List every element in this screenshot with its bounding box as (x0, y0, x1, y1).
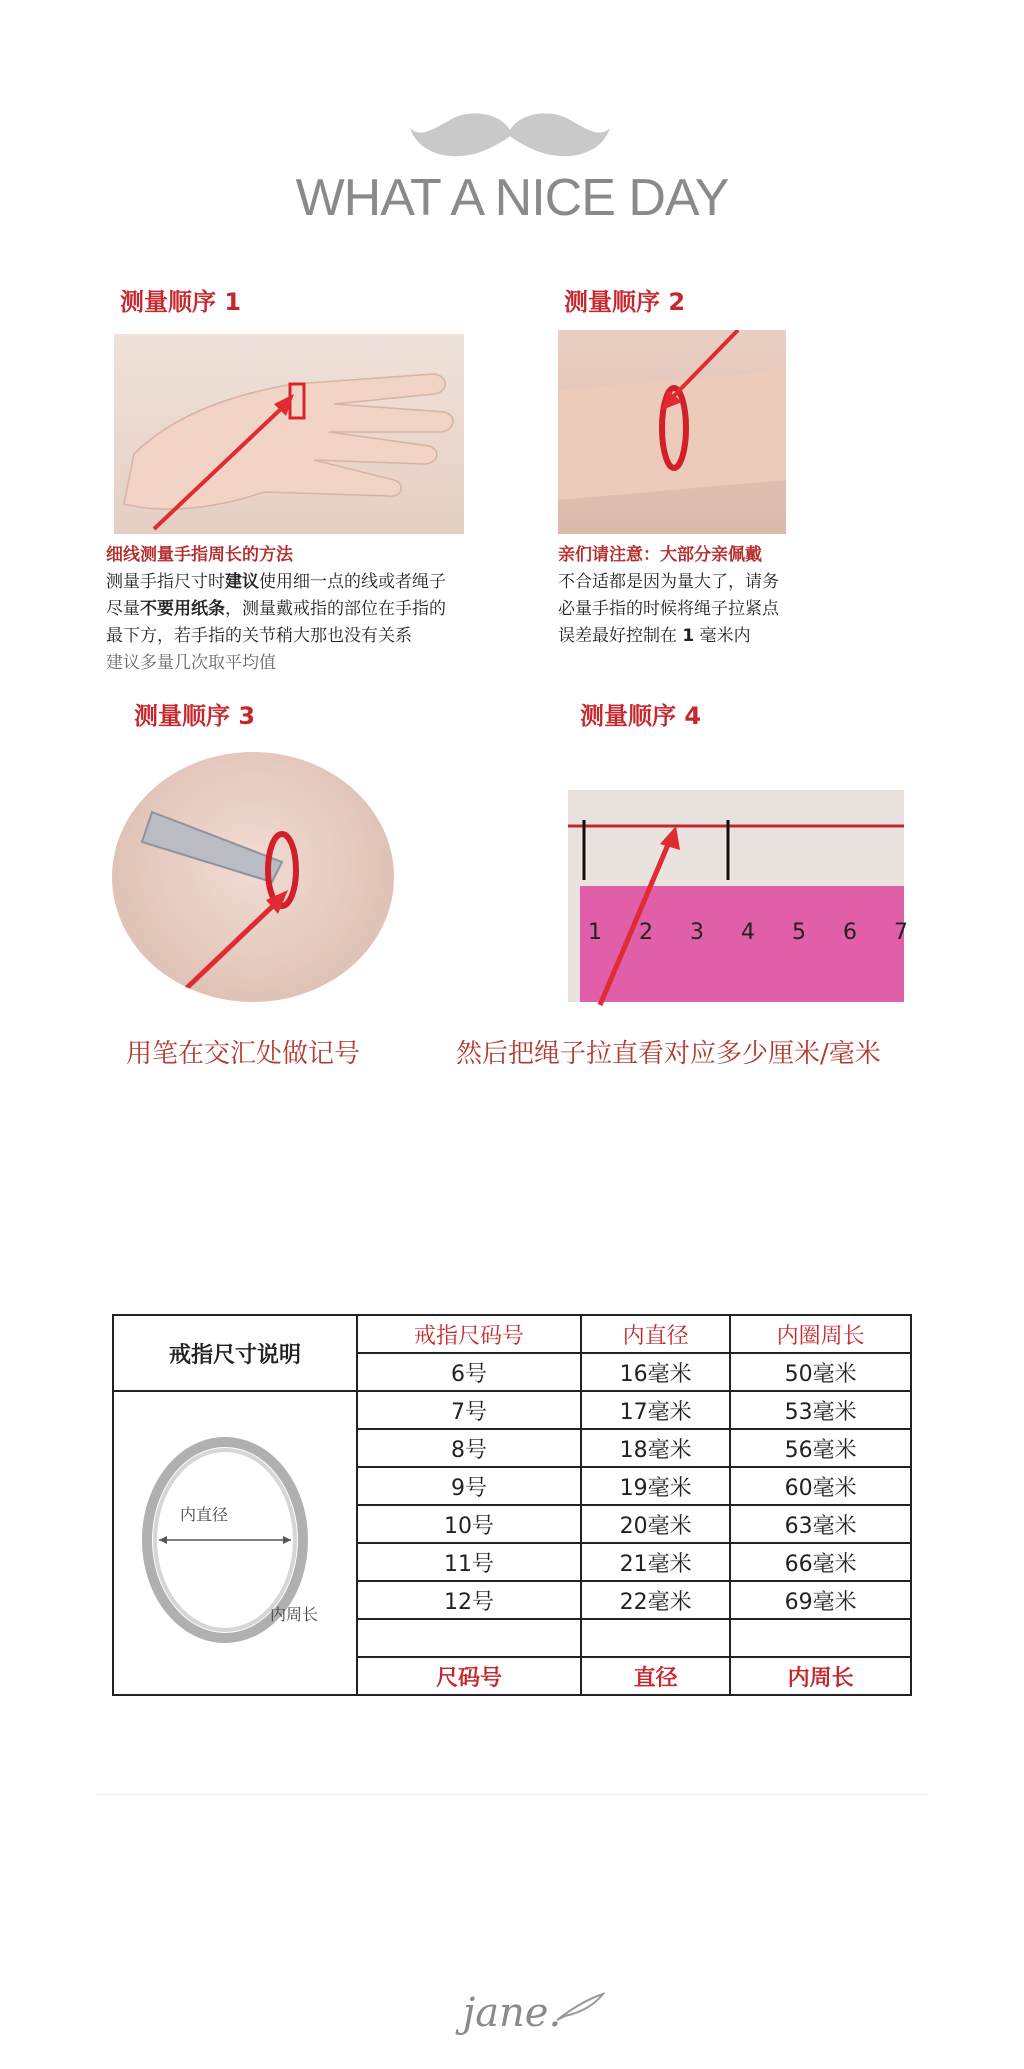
ring-size-table (112, 1314, 912, 1696)
step-1-title: 测量顺序 1 (120, 288, 242, 316)
cell-diameter: 21毫米 (581, 1543, 730, 1581)
footer-diameter: 直径 (581, 1657, 730, 1695)
note-1-line-2a: 尽量 (106, 599, 140, 619)
cell-circumference: 60毫米 (730, 1467, 911, 1505)
ruler-tick-5: 5 (792, 920, 806, 945)
ring-diameter-label: 内直径 (180, 1505, 229, 1524)
cell-size: 9号 (357, 1467, 581, 1505)
cell-empty (730, 1619, 911, 1657)
step-2-photo (558, 330, 786, 534)
cell-circumference: 63毫米 (730, 1505, 911, 1543)
cell-circumference: 69毫米 (730, 1581, 911, 1619)
ruler-tick-3: 3 (690, 920, 704, 945)
step-3-title: 测量顺序 3 (134, 702, 256, 730)
page-title: WHAT A NICE DAY (295, 169, 729, 227)
table-row (113, 1391, 911, 1429)
note-1-line-1b: 建议 (225, 572, 259, 592)
ruler-tick-7: 7 (894, 920, 908, 945)
header-size: 戒指尺码号 (357, 1315, 581, 1353)
header-diameter: 内直径 (581, 1315, 730, 1353)
cell-size: 7号 (357, 1391, 581, 1429)
note-1-line-2 (106, 596, 506, 623)
cell-diameter: 17毫米 (581, 1391, 730, 1429)
cell-size: 11号 (357, 1543, 581, 1581)
note-1-line-1c: 使用细一点的线或者绳子 (259, 572, 446, 592)
note-2-heading: 亲们请注意：大部分亲佩戴 (558, 545, 762, 565)
note-2-line-3b: 1 (682, 626, 695, 646)
note-1-heading: 细线测量手指周长的方法 (106, 545, 293, 565)
note-1-line-4: 建议多量几次取平均值 (106, 653, 276, 673)
ring-circumference-label: 内周长 (270, 1605, 319, 1624)
note-2-line-3 (558, 623, 858, 650)
cell-circumference: 53毫米 (730, 1391, 911, 1429)
feather-icon (555, 1992, 605, 2022)
note-2 (558, 542, 858, 650)
ruler-tick-1: 1 (588, 920, 602, 945)
mustache-icon (410, 108, 610, 168)
footer-size: 尺码号 (357, 1657, 581, 1695)
ring-diagram-cell (113, 1391, 357, 1695)
step-4-caption: 然后把绳子拉直看对应多少厘米/毫米 (456, 1039, 881, 1069)
note-1-line-1 (106, 569, 506, 596)
note-1-line-3: 最下方，若手指的关节稍大那也没有关系 (106, 626, 412, 646)
note-2-line-2: 必量手指的时候将绳子拉紧点 (558, 599, 779, 619)
cell-size: 12号 (357, 1581, 581, 1619)
hand-illustration (114, 334, 464, 534)
pen-mark-illustration (112, 752, 394, 1002)
step-3-photo (112, 752, 394, 1002)
step-2-title: 测量顺序 2 (564, 288, 686, 316)
footer-circumference: 内周长 (730, 1657, 911, 1695)
table-title: 戒指尺寸说明 (113, 1315, 357, 1391)
finger-illustration (558, 330, 786, 534)
note-1-line-2b: 不要用纸条 (140, 599, 225, 619)
divider (96, 1794, 928, 1795)
note-2-line-3a: 误差最好控制在 (558, 626, 677, 646)
note-1-line-2c: ，测量戴戒指的部位在手指的 (225, 599, 446, 619)
cell-circumference: 50毫米 (730, 1353, 911, 1391)
cell-size: 8号 (357, 1429, 581, 1467)
step-1-photo (114, 334, 464, 534)
cell-diameter: 20毫米 (581, 1505, 730, 1543)
cell-size: 6号 (357, 1353, 581, 1391)
cell-diameter: 19毫米 (581, 1467, 730, 1505)
header-circumference: 内圈周长 (730, 1315, 911, 1353)
cell-size: 10号 (357, 1505, 581, 1543)
note-1 (106, 542, 506, 677)
step-3-caption: 用笔在交汇处做记号 (126, 1039, 361, 1069)
cell-empty (581, 1619, 730, 1657)
note-2-line-1: 不合适都是因为量大了，请务 (558, 572, 779, 592)
cell-diameter: 16毫米 (581, 1353, 730, 1391)
step-4-title: 测量顺序 4 (580, 702, 702, 730)
note-2-line-3c: 毫米内 (699, 626, 751, 646)
ruler-tick-2: 2 (639, 920, 653, 945)
ruler-tick-4: 4 (741, 920, 755, 945)
cell-circumference: 66毫米 (730, 1543, 911, 1581)
signature-logo: jane. (462, 1990, 562, 2036)
cell-diameter: 18毫米 (581, 1429, 730, 1467)
cell-empty (357, 1619, 581, 1657)
cell-diameter: 22毫米 (581, 1581, 730, 1619)
ring-diagram (125, 1415, 345, 1665)
cell-circumference: 56毫米 (730, 1429, 911, 1467)
ruler-tick-6: 6 (843, 920, 857, 945)
ruler-arrow (590, 820, 690, 1010)
note-1-line-1a: 测量手指尺寸时 (106, 572, 225, 592)
